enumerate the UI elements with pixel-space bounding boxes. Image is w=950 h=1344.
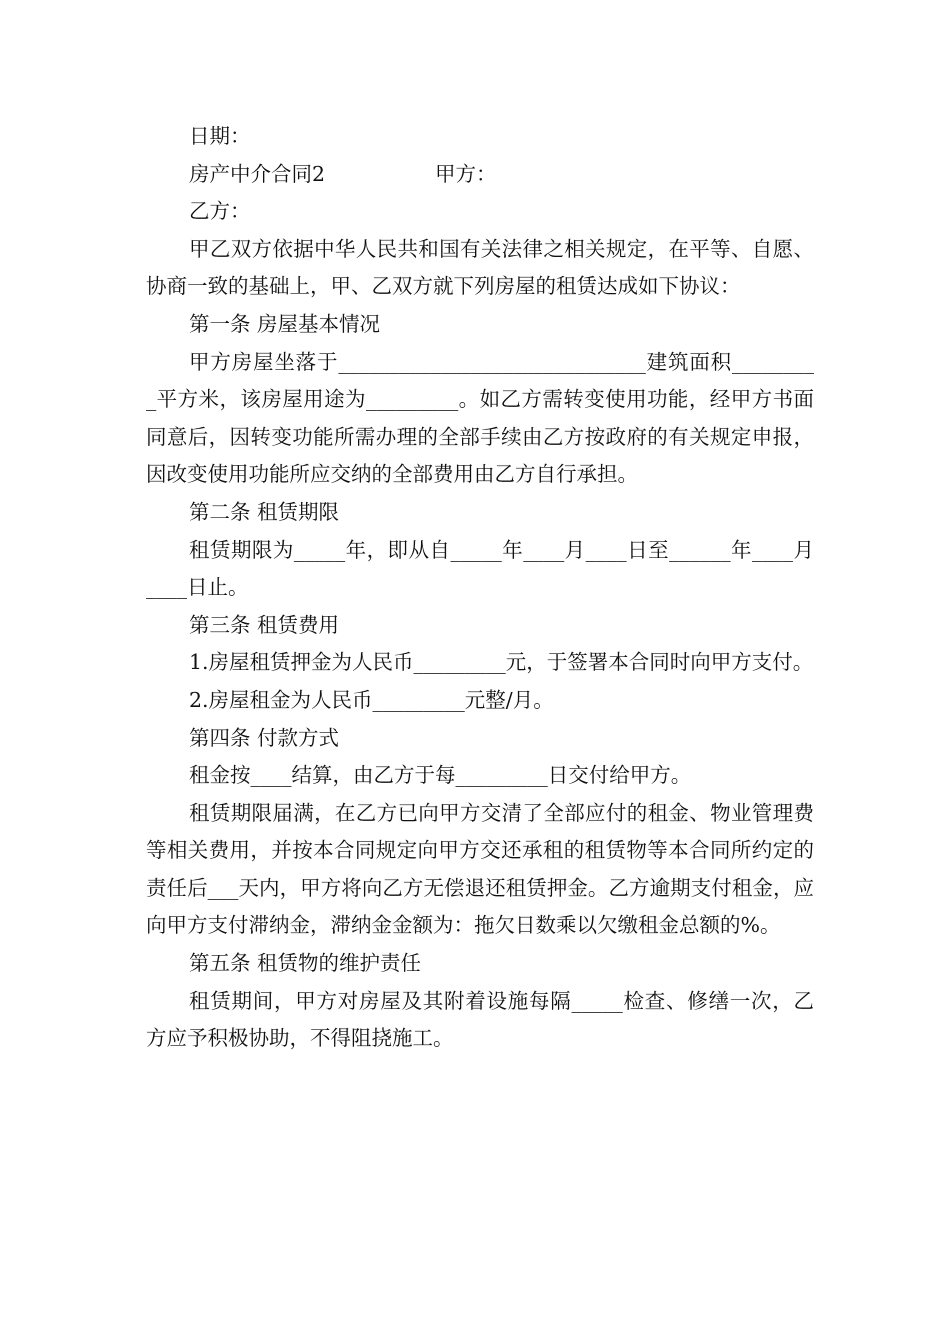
article-4-body-2: 租赁期限届满，在乙方已向甲方交清了全部应付的租金、物业管理费等相关费用，并按本合同规定向甲方交还承租的租赁物等本合同所约定的责任后___天内，甲方将向乙方无偿退还租赁押金。乙方逾期支付租金，应向甲方支付滞纳金，滞纳金金额为：拖欠日数乘以欠缴租金总额的%。 bbox=[146, 800, 814, 938]
article-3-item-2: 2.房屋租金为人民币_________元整/月。 bbox=[189, 687, 554, 712]
article-2-body: 租赁期限为_____年，即从自_____年____月____日至______年____月____日止。 bbox=[146, 537, 814, 600]
article-3-heading: 第三条 租赁费用 bbox=[189, 612, 340, 637]
document-body bbox=[146, 118, 814, 1058]
title-line bbox=[146, 156, 814, 194]
party-b-label: 乙方： bbox=[189, 199, 251, 224]
intro-paragraph: 甲乙双方依据中华人民共和国有关法律之相关规定，在平等、自愿、协商一致的基础上，甲、乙双方就下列房屋的租赁达成如下协议： bbox=[146, 236, 814, 299]
article-1-body: 甲方房屋坐落于______________________________建筑面积_________平方米，该房屋用途为_________。如乙方需转变使用功能，经甲方书面同意后，因转变功能所需办理的全部手续由乙方按政府的有关规定申报，因改变使用功能所应交纳的全部费用由乙方自行承担。 bbox=[146, 349, 814, 487]
date-line: 日期： bbox=[189, 124, 251, 148]
article-5-heading: 第五条 租赁物的维护责任 bbox=[189, 951, 422, 976]
party-a-label: 甲方： bbox=[435, 161, 497, 186]
document-title: 房产中介合同2 bbox=[189, 161, 326, 186]
article-5-body: 租赁期间，甲方对房屋及其附着设施每隔_____检查、修缮一次，乙方应予积极协助，不得阻挠施工。 bbox=[146, 988, 814, 1051]
article-1-heading: 第一条 房屋基本情况 bbox=[189, 311, 381, 336]
article-2-heading: 第二条 租赁期限 bbox=[189, 499, 340, 524]
article-4-body-1: 租金按____结算，由乙方于每_________日交付给甲方。 bbox=[189, 763, 692, 788]
article-3-item-1: 1.房屋租赁押金为人民币_________元，于签署本合同时向甲方支付。 bbox=[189, 650, 814, 675]
article-4-heading: 第四条 付款方式 bbox=[189, 725, 340, 750]
